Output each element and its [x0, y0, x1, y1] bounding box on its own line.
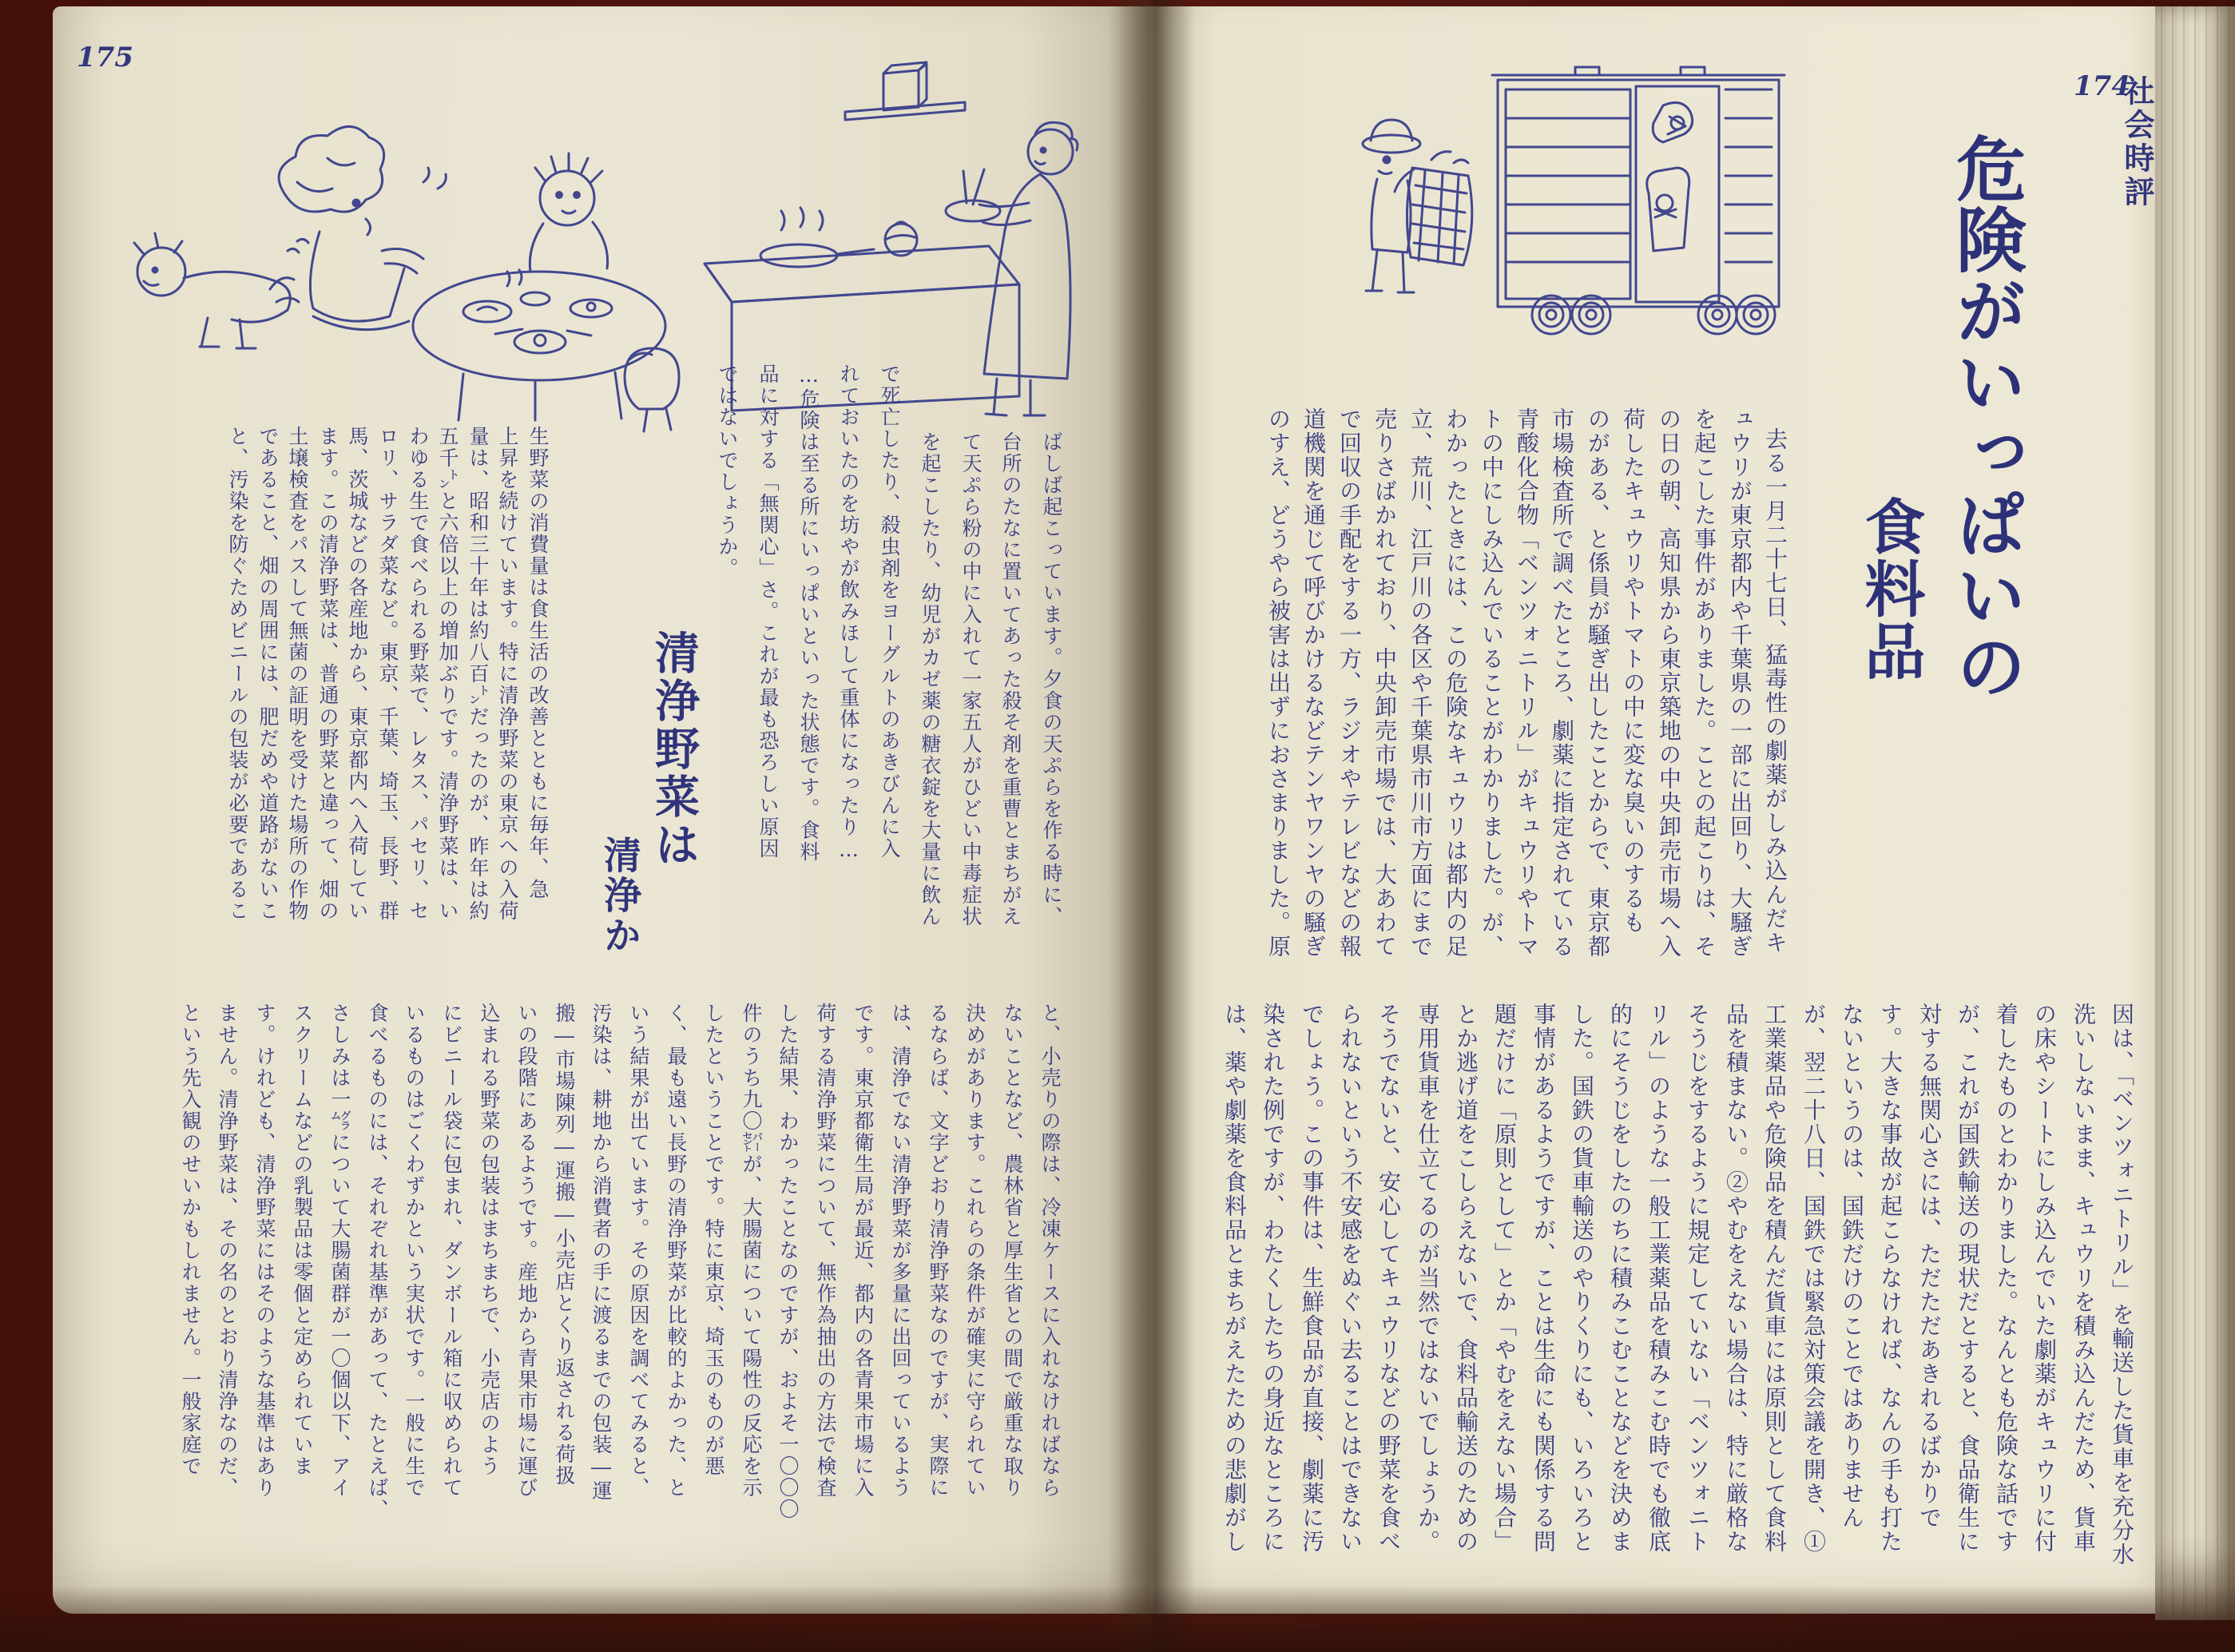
text-column: で死亡したり、殺虫剤をヨーグルトのあきびんに入 — [878, 363, 901, 860]
text-column: 食べるものには、それぞれ基準があって、たとえば、 — [366, 1003, 389, 1520]
text-column: したということです。特に東京、埼玉のものが悪 — [702, 1003, 725, 1477]
section-heading-line2: 清浄か — [597, 836, 641, 955]
text-column: 汚染は、耕地から消費者の手に渡るまでの包装―運 — [590, 1003, 613, 1502]
text-column: 決めがあります。これらの条件が確実に守られてい — [963, 1003, 986, 1499]
text-column: わゆる生で食べられる野菜で、レタス、パセリ、セ — [407, 426, 430, 922]
page-number-175: 175 — [77, 42, 133, 73]
text-column: は、薬や劇薬を食料品とまちがえたための悲劇がし — [1221, 1003, 1248, 1554]
text-column: で回収の手配をする一方、ラジオやテレビなどの報 — [1336, 407, 1363, 959]
text-column: を起こしたり、幼児がカゼ薬の糖衣錠を大量に飲ん — [919, 431, 942, 927]
spiky-hair-father-figure — [530, 153, 607, 272]
right-lower-text-block — [1190, 1003, 2149, 1567]
text-column: 荷する清浄野菜について、無作為抽出の方法で検査 — [814, 1003, 837, 1499]
text-column: わかったときには、この危険なキュウリは都内の足 — [1443, 407, 1469, 959]
text-column: 対する無関心さには、ただただあきれるばかりで — [1916, 1003, 1943, 1530]
text-column: 着したものとわかりました。なんとも危険な話です — [1993, 1003, 2019, 1554]
text-column: と、汚染を防ぐためビニールの包装が必要であるこ — [226, 426, 249, 922]
poison-freight-car-cartoon-illustration — [1342, 66, 1797, 345]
section-label: 社会時評 — [2119, 75, 2155, 209]
left-lower-text-block — [144, 1003, 1070, 1546]
text-column: のがある、と係員が騒ぎ出したことからで、東京都 — [1585, 407, 1611, 959]
text-column: そうでないと、安心してキュウリなどの野菜を食べ — [1376, 1003, 1402, 1554]
text-column: とか逃げ道をこしらえないで、食料品輸送のための — [1453, 1003, 1479, 1554]
text-column: は、清浄でない清浄野菜が多量に出回っているよう — [889, 1003, 912, 1499]
text-column: 題だけに「原則として」とか「やむをえない場合」 — [1491, 1003, 1518, 1554]
article-title-line2: 食料品 — [1855, 495, 1926, 682]
text-column: 染された例ですが、わたくしたちの身近なところに — [1260, 1003, 1286, 1554]
dinner-table — [413, 270, 665, 420]
basket-carrier-figure — [1363, 120, 1472, 292]
text-column: であること、畑の周囲には、肥だめや道路がないこ — [256, 426, 280, 922]
text-column: 売りさばかれており、中央卸売市場では、大あわて — [1372, 407, 1398, 959]
text-column: 立、荒川、江戸川の各区や千葉県市川市方面にまで — [1407, 407, 1434, 959]
text-column: 的にそうじをしたのちに積みこむことなどを決めま — [1607, 1003, 1634, 1554]
text-column: そうじをするように規定していない「ベンツォニト — [1685, 1003, 1711, 1554]
text-column: 馬、茨城などの各産地から、東京都内へ入荷してい — [346, 426, 369, 922]
text-column: です。東京都衛生局が最近、都内の各青果市場に入 — [852, 1003, 875, 1499]
text-column: ロリ、サラダ菜など。東京、千葉、埼玉、長野、群 — [376, 426, 399, 922]
text-column: られないという不安感をぬぐい去ることはできない — [1337, 1003, 1364, 1554]
text-column: さしみは一㌘について大腸菌群が一〇個以下、アイ — [328, 1003, 351, 1499]
page-number-174: 174 — [2074, 70, 2130, 102]
seated-child-figure — [625, 348, 679, 431]
text-column: 事情があるようですが、ことは生命にも関係する問 — [1530, 1003, 1557, 1554]
text-column: のすえ、どうやら被害は出ずにおさまりました。原 — [1265, 407, 1292, 959]
text-column: く、最も遠い長野の清浄野菜が比較的よかった、と — [665, 1003, 688, 1499]
text-column: した。国鉄の貨車輸送のやりくりにも、いろいろと — [1569, 1003, 1595, 1554]
left-opening-text-block — [703, 363, 1078, 955]
text-column: 量は、昭和三十年は約八百㌧だったのが、昨年は約 — [466, 426, 490, 922]
text-column: 品に対する「無関心」さ。これが最も恐ろしい原因 — [756, 363, 780, 860]
text-column: 品を積まない。②やむをえない場合は、特に厳格な — [1723, 1003, 1749, 1554]
text-column: …危険は至る所にいっぱいといった状態です。食料 — [797, 363, 820, 863]
text-column: リル」のような一般工業薬品を積みこむ時でも徹底 — [1645, 1003, 1672, 1554]
text-column: 洗いしないまま、キュウリを積み込んだため、貨車 — [2070, 1003, 2097, 1554]
text-column: れておいたのを坊やが飲みほして重体になったり… — [837, 363, 860, 863]
text-column: るならば、文字どおり清浄野菜なのですが、実際に — [927, 1003, 950, 1499]
text-column: トの中にしみ込んでいることがわかりました。が、 — [1479, 407, 1505, 959]
text-column: の床やシートにしみ込んでいた劇薬がキュウリに付 — [2031, 1003, 2058, 1554]
text-column: 件のうち九〇㌫が、大腸菌について陽性の反応を示 — [740, 1003, 763, 1499]
text-column: 工業薬品や危険品を積んだ貨車には原則として食料 — [1761, 1003, 1788, 1554]
text-column: が、これが国鉄輸送の現状だとすると、食品衛生に — [1955, 1003, 1981, 1554]
text-column: 青酸化合物「ベンツォニトリル」がキュウリやトマ — [1514, 407, 1540, 959]
crawling-baby-figure — [134, 233, 308, 348]
text-column: した結果、わかったことなのですが、およそ一〇〇〇 — [776, 1003, 800, 1520]
text-column: ないことなど、農林省と厚生省との間で厳重な取り — [1001, 1003, 1024, 1499]
text-column: ばしば起こっています。夕食の天ぷらを作る時に、 — [1040, 431, 1063, 927]
text-column: す。大きな事故が起こらなければ、なんの手も打た — [1877, 1003, 1904, 1554]
text-column: にビニール袋に包まれ、ダンボール箱に収められて — [440, 1003, 463, 1499]
text-column: 生野菜の消費量は食生活の改善とともに毎年、急 — [526, 426, 550, 900]
text-column: でしょう。この事件は、生鮮食品が直接、劇薬に汚 — [1299, 1003, 1325, 1554]
text-column: の日の朝、高知県から東京築地の中央卸売市場へ入 — [1656, 407, 1682, 959]
book-fore-edge-pages — [2155, 6, 2235, 1620]
text-column: 土壌検査をパスして無菌の証明を受けた場所の作物 — [286, 426, 309, 922]
text-column: という先入観のせいかもしれません。一般家庭で — [179, 1003, 202, 1477]
text-column: す。けれども、清浄野菜にはそのような基準はあり — [253, 1003, 276, 1499]
text-column: 専用貨車を仕立てるのが当然ではないでしょうか。 — [1415, 1003, 1441, 1554]
text-column: ます。この清浄野菜は、普通の野菜と違って、畑の — [316, 426, 339, 922]
text-column: 去る一月二十七日、猛毒性の劇薬がしみ込んだキ — [1762, 427, 1788, 955]
seated-mother-figure — [279, 126, 446, 329]
text-column: て天ぷら粉の中に入れて一家五人がひどい中毒症状 — [959, 431, 983, 927]
text-column: いの段階にあるようです。産地から青果市場に運び — [515, 1003, 538, 1499]
text-column: ません。清浄野菜は、その名のとおり清浄なのだ、 — [216, 1003, 239, 1499]
text-column: を起こした事件がありました。ことの起こりは、そ — [1691, 407, 1717, 959]
text-column: 台所のたなに置いてあった殺そ剤を重曹とまちがえ — [999, 431, 1022, 927]
text-column: ュウリが東京都内や千葉県の一部に出回り、大騒ぎ — [1727, 407, 1753, 959]
left-section-text-block — [216, 426, 551, 985]
right-upper-text-block — [1246, 407, 1805, 983]
text-column: 搬―市場陳列―運搬―小売店とくり返される荷扱 — [553, 1003, 576, 1487]
text-column: ないというのは、国鉄だけのことではありません — [1839, 1003, 1865, 1530]
text-column: 荷したキュウリやトマトの中に変な臭いのするも — [1620, 407, 1646, 935]
article-title-line1: 危険がいっぱいの — [1945, 133, 2028, 701]
freight-boxcar — [1492, 67, 1784, 334]
text-column: 道機関を通じて呼びかけるなどテンヤワンヤの騒ぎ — [1300, 407, 1327, 959]
text-column: いう結果が出ています。その原因を調べてみると、 — [627, 1003, 650, 1499]
text-column: いるものはごくわずかという実状です。一般に生で — [403, 1003, 426, 1499]
text-column: 市場検査所で調べたところ、劇薬に指定されている — [1549, 407, 1575, 959]
text-column: 込まれる野菜の包装はまちまちで、小売店のよう — [478, 1003, 501, 1477]
text-column: 因は、「ベンツォニトリル」を輸送した貨車を充分水 — [2109, 1003, 2135, 1567]
kitchen-shelf — [845, 62, 965, 120]
text-column: 五千㌧と六倍以上の増加ぶりです。清浄野菜は、い — [436, 426, 459, 922]
text-column: と、小売りの際は、冷凍ケースに入れなければなら — [1038, 1003, 1062, 1499]
poison-jar-icon — [1647, 102, 1693, 251]
text-column: が、翌二十八日、国鉄では緊急対策会議を開き、① — [1800, 1003, 1827, 1554]
text-column: 上昇を続けています。特に清浄野菜の東京への入荷 — [496, 426, 519, 922]
section-heading-line1: 清浄野菜は — [648, 629, 701, 869]
text-column: スクリームなどの乳製品は零個と定められていま — [291, 1003, 314, 1477]
text-column: ではないでしょうか。 — [716, 363, 739, 579]
